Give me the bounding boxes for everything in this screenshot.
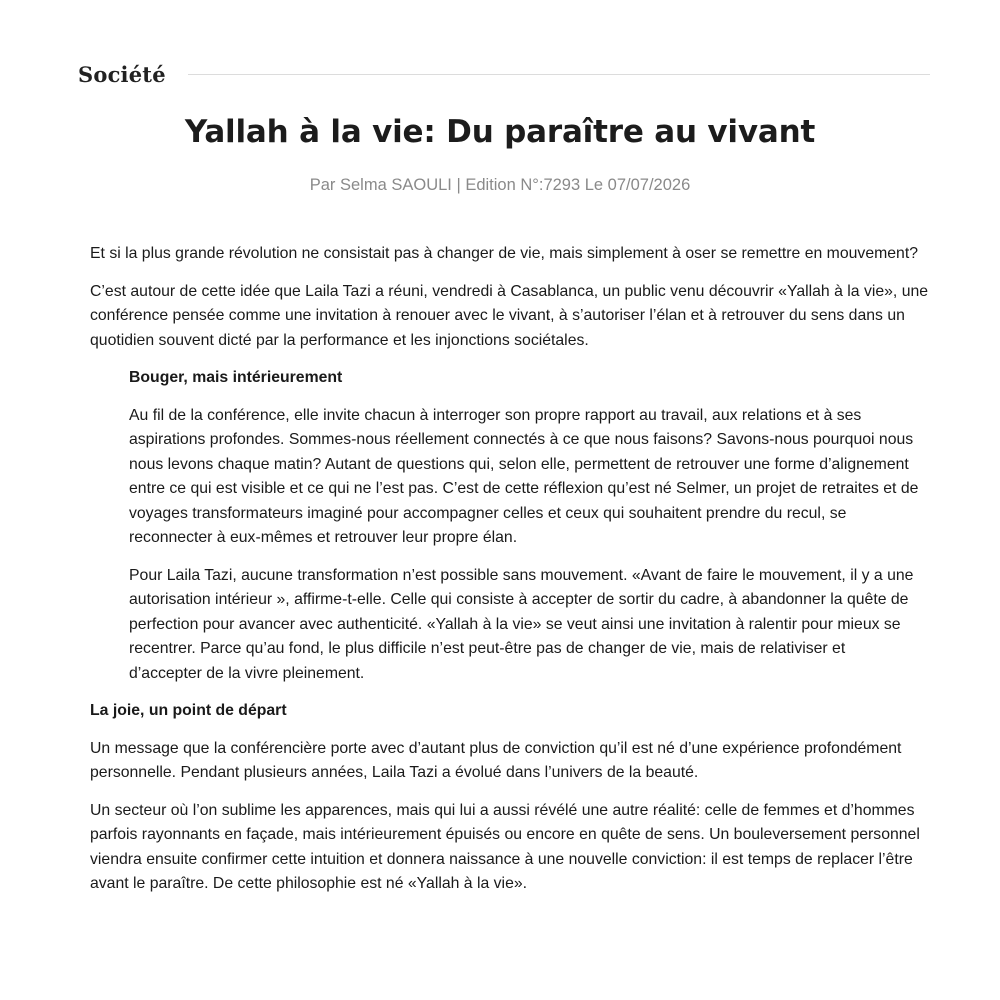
section-title[interactable]: Société <box>78 62 166 87</box>
article-byline: Par Selma SAOULI | Edition N°:7293 Le 07/07/2026 <box>309 176 691 194</box>
intro-paragraph-2: C’est autour de cette idée que Laila Tazi a réuni, vendredi à Casablanca, un public venu découvrir «Yallah à la vie», une conférence pensée comme une invitation à renouer avec le vivant, à s’autoriser l’élan et à retrouver du sens dans un quotidien souvent dicté par la performance et les injonctions sociétales. <box>90 282 929 349</box>
section1-paragraph-2: Pour Laila Tazi, aucune transformation n’est possible sans mouvement. «Avant de faire le mouvement, il y a une autorisation intérieur », affirme-t-elle. Celle qui consiste à accepter de sortir du cadre, à abandonner la quête de perfection pour avancer avec authenticité. «Yallah à la vie» se veut ainsi une invitation à ralentir pour mieux se recentrer. Parce qu’au fond, le plus difficile n’est peut-être pas de changer de vie, mais de relativiser et d’accepter de la vivre pleinement. <box>129 566 914 682</box>
section-divider <box>188 74 930 75</box>
subheading-bouger: Bouger, mais intérieurement <box>129 369 343 386</box>
article-body <box>90 242 930 910</box>
subheading-joie: La joie, un point de départ <box>90 702 287 719</box>
section-header <box>78 62 930 87</box>
indented-section <box>90 366 919 686</box>
section2-paragraph-2: Un secteur où l’on sublime les apparences, mais qui lui a aussi révélé une autre réalité: celle de femmes et d’hommes parfois rayonnants en façade, mais intérieurement épuisés ou encore en quête de sens. Un bouleversement personnel viendra ensuite confirmer cette intuition et donnera naissance à une nouvelle conviction: il est temps de replacer l’être avant le paraître. De cette philosophie est né «Yallah à la vie». <box>90 801 920 892</box>
article-title: Yallah à la vie: Du paraître au vivant <box>184 114 816 150</box>
intro-paragraph-1: Et si la plus grande révolution ne consistait pas à changer de vie, mais simplement à oser se remettre en mouvement? <box>90 245 919 262</box>
section1-paragraph-1: Au fil de la conférence, elle invite chacun à interroger son propre rapport au travail, aux relations et à ses aspirations profondes. Sommes-nous réellement connectés à ce que nous faisons? Savons-nous pourquoi nous nous levons chaque matin? Autant de questions qui, selon elle, permettent de retrouver une forme d’alignement entre ce qui est visible et ce qui ne l’est pas. C’est de cette réflexion qu’est né Selmer, un projet de retraites et de voyages transformateurs imaginé pour accompagner celles et ceux qui souhaitent prendre du recul, se reconnecter à eux-mêmes et retrouver leur propre élan. <box>129 406 919 546</box>
section2-paragraph-1: Un message que la conférencière porte avec d’autant plus de conviction qu’il est né d’une expérience profondément personnelle. Pendant plusieurs années, Laila Tazi a évolué dans l’univers de la beauté. <box>90 739 902 781</box>
